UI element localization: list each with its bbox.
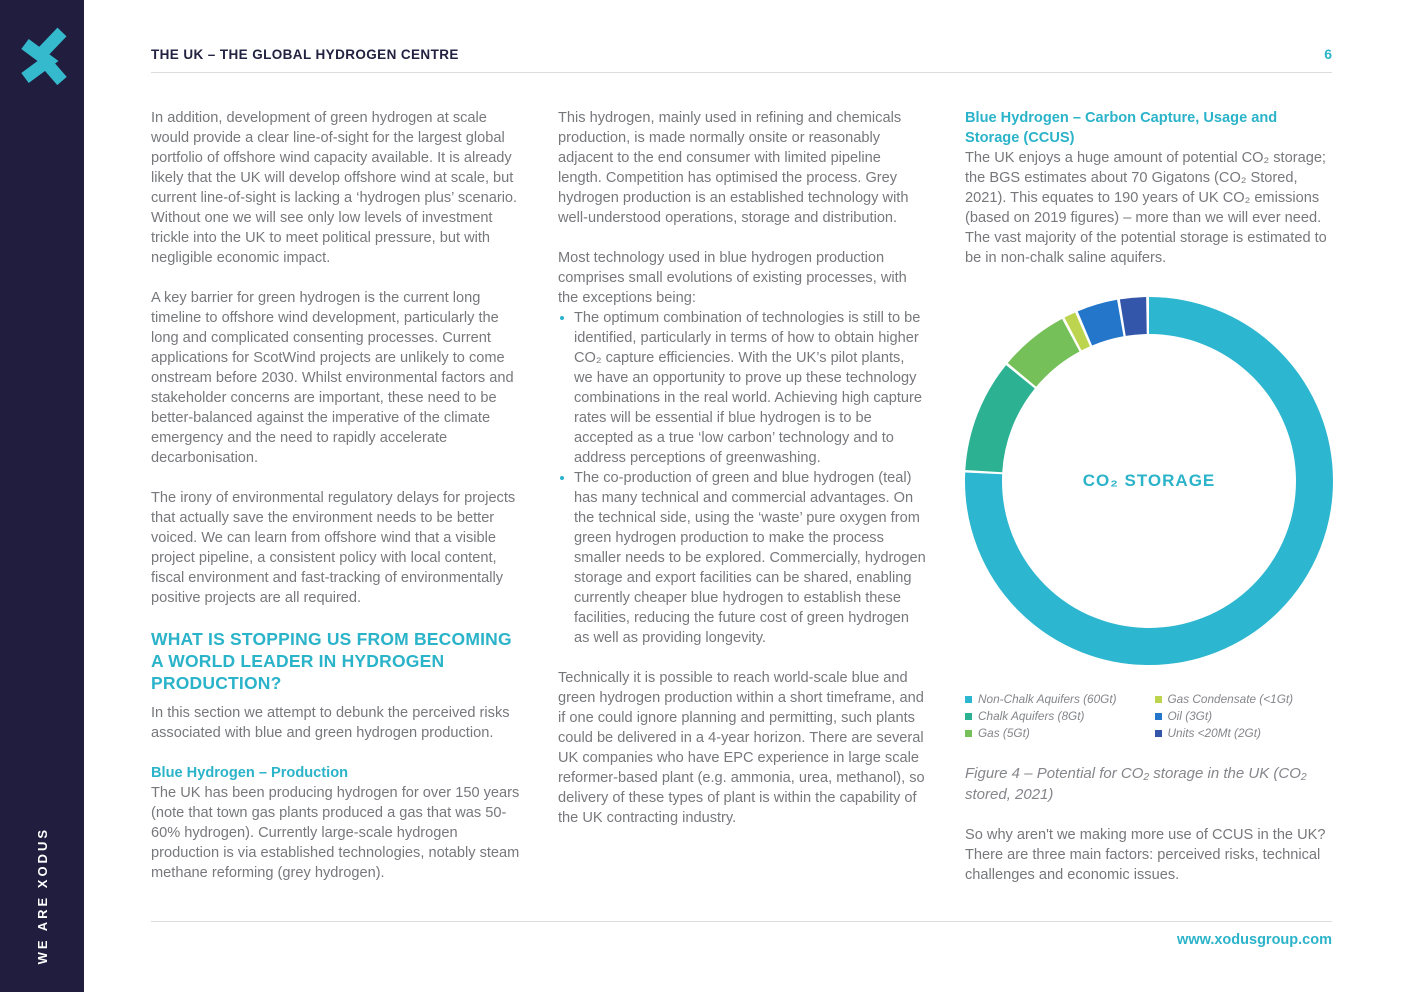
we-are-xodus-tagline: WE ARE XODUS xyxy=(34,826,50,964)
chart-legend xyxy=(965,693,1334,740)
footer-divider xyxy=(151,921,1332,922)
legend-swatch xyxy=(965,730,972,737)
donut-center-label: CO₂ STORAGE xyxy=(1082,471,1216,490)
page-title: THE UK – THE GLOBAL HYDROGEN CENTRE xyxy=(151,47,459,62)
website-link[interactable]: www.xodusgroup.com xyxy=(1177,932,1332,948)
legend-item xyxy=(1155,727,1335,740)
bullet-item xyxy=(558,468,927,648)
page-header xyxy=(151,0,1332,62)
legend-item xyxy=(965,693,1145,706)
body-paragraph: This hydrogen, mainly used in refining and chemicals production, is made normally onsite or reasonably adjacent to the end consumer with limited pipeline length. Competition has optimised the process. Grey hydrogen production is an established technology with well-understood operations, storage and distribution. xyxy=(558,110,909,226)
body-paragraph: So why aren't we making more use of CCUS in the UK? There are three main factors: perceived risks, technical challenges and economic issues. xyxy=(965,827,1326,883)
legend-label: Non-Chalk Aquifers (60Gt) xyxy=(978,692,1117,706)
header-divider xyxy=(151,72,1332,73)
legend-label: Chalk Aquifers (8Gt) xyxy=(978,709,1085,723)
page-footer xyxy=(151,921,1332,948)
co2-storage-donut-chart xyxy=(965,297,1333,665)
body-paragraph: In this section we attempt to debunk the perceived risks associated with blue and green hydrogen production. xyxy=(151,705,510,741)
sidebar xyxy=(0,0,84,992)
legend-label: Oil (3Gt) xyxy=(1167,709,1213,723)
figure-caption: Figure 4 – Potential for CO₂ storage in the UK (CO₂ stored, 2021) xyxy=(965,765,1307,803)
body-paragraph: The UK has been producing hydrogen for over 150 years (note that town gas plants produced a gas that was 50-60% hydrogen). Currently large-scale hydrogen production is via established technologies, notably steam methane reforming (grey hydrogen). xyxy=(151,785,520,881)
legend-swatch xyxy=(965,713,972,720)
legend-item xyxy=(965,710,1145,723)
subsection-heading-blue-hydrogen-ccus: Blue Hydrogen – Carbon Capture, Usage and Storage (CCUS) xyxy=(965,110,1278,146)
page-number: 6 xyxy=(1324,46,1332,62)
column-1 xyxy=(151,108,520,905)
column-3 xyxy=(965,108,1334,905)
body-paragraph: The irony of environmental regulatory delays for projects that actually save the environment needs to be better voiced. We can learn from offshore wind that a visible project pipeline, a consistent policy with local content, fiscal environment and fast-tracking of environmentally positive projects are all required. xyxy=(151,490,516,606)
section-heading: WHAT IS STOPPING US FROM BECOMING A WORLD LEADER IN HYDROGEN PRODUCTION? xyxy=(151,629,512,693)
xodus-logo-icon xyxy=(12,24,72,88)
body-paragraph: Technically it is possible to reach world-scale blue and green hydrogen production within a short timeframe, and if one could ignore planning and permitting, such plants could be delivered in a 4-year horizon. There are several UK companies who have EPC experience in large scale reformer-based plant (e.g. ammonia, urea, methanol), so delivery of these types of plant is within the capability of the UK contracting industry. xyxy=(558,670,925,826)
bullet-dot-icon xyxy=(560,316,564,320)
legend-swatch xyxy=(1155,713,1162,720)
legend-label: Gas Condensate (<1Gt) xyxy=(1167,692,1294,706)
bullet-list xyxy=(558,308,927,648)
legend-label: Units <20Mt (2Gt) xyxy=(1167,726,1261,740)
bullet-text: The optimum combination of technologies is still to be identified, particularly in terms of how to obtain higher CO₂ capture efficiencies. With the UK’s pilot plants, we have an opportunity to prove up these technology combinations in the real world. Achieving high capture rates will be essential if blue hydrogen is to be accepted as a true ‘low carbon’ technology and to address perceptions of greenwashing. xyxy=(574,310,923,466)
text-columns xyxy=(151,108,1332,905)
page-content xyxy=(84,0,1403,992)
bullet-item xyxy=(558,308,927,468)
legend-item xyxy=(965,727,1145,740)
legend-label: Gas (5Gt) xyxy=(978,726,1030,740)
legend-swatch xyxy=(1155,730,1162,737)
body-paragraph: In addition, development of green hydrogen at scale would provide a clear line-of-sight for the largest global portfolio of offshore wind capacity available. It is already likely that the UK will develop offshore wind at scale, but current line-of-sight is lacking a ‘hydrogen plus’ scenario. Without one we will see only low levels of investment trickle into the UK to meet political pressure, but with negligible economic impact. xyxy=(151,110,518,266)
legend-swatch xyxy=(1155,696,1162,703)
bullet-text: The co-production of green and blue hydrogen (teal) has many technical and commercial advantages. On the technical side, using the ‘waste’ pure oxygen from green hydrogen production to make the process smaller needs to be explored. Commercially, hydrogen storage and export facilities can be shared, enabling currently cheaper blue hydrogen to establish these facilities, reducing the future cost of green hydrogen as well as providing longevity. xyxy=(574,470,926,646)
subsection-heading-blue-hydrogen-production: Blue Hydrogen – Production xyxy=(151,765,349,781)
bullet-dot-icon xyxy=(560,476,564,480)
legend-item xyxy=(1155,710,1335,723)
body-paragraph: A key barrier for green hydrogen is the current long timeline to offshore wind development, particularly the long and complicated consenting processes. Current applications for ScotWind projects are unlikely to come onstream before 2030. Whilst environmental factors and stakeholder concerns are important, these need to be better-balanced against the imperative of the climate emergency and the need to rapidly accelerate decarbonisation. xyxy=(151,290,514,466)
body-paragraph: The UK enjoys a huge amount of potential CO₂ storage; the BGS estimates about 70 Gigatons (CO₂ Stored, 2021). This equates to 190 years of UK CO₂ emissions (based on 2019 figures) – more than we will ever need. The vast majority of the potential storage is estimated to be in non-chalk saline aquifers. xyxy=(965,150,1327,266)
legend-item xyxy=(1155,693,1335,706)
legend-swatch xyxy=(965,696,972,703)
body-paragraph: Most technology used in blue hydrogen production comprises small evolutions of existing processes, with the exceptions being: xyxy=(558,250,907,306)
column-2 xyxy=(558,108,927,905)
